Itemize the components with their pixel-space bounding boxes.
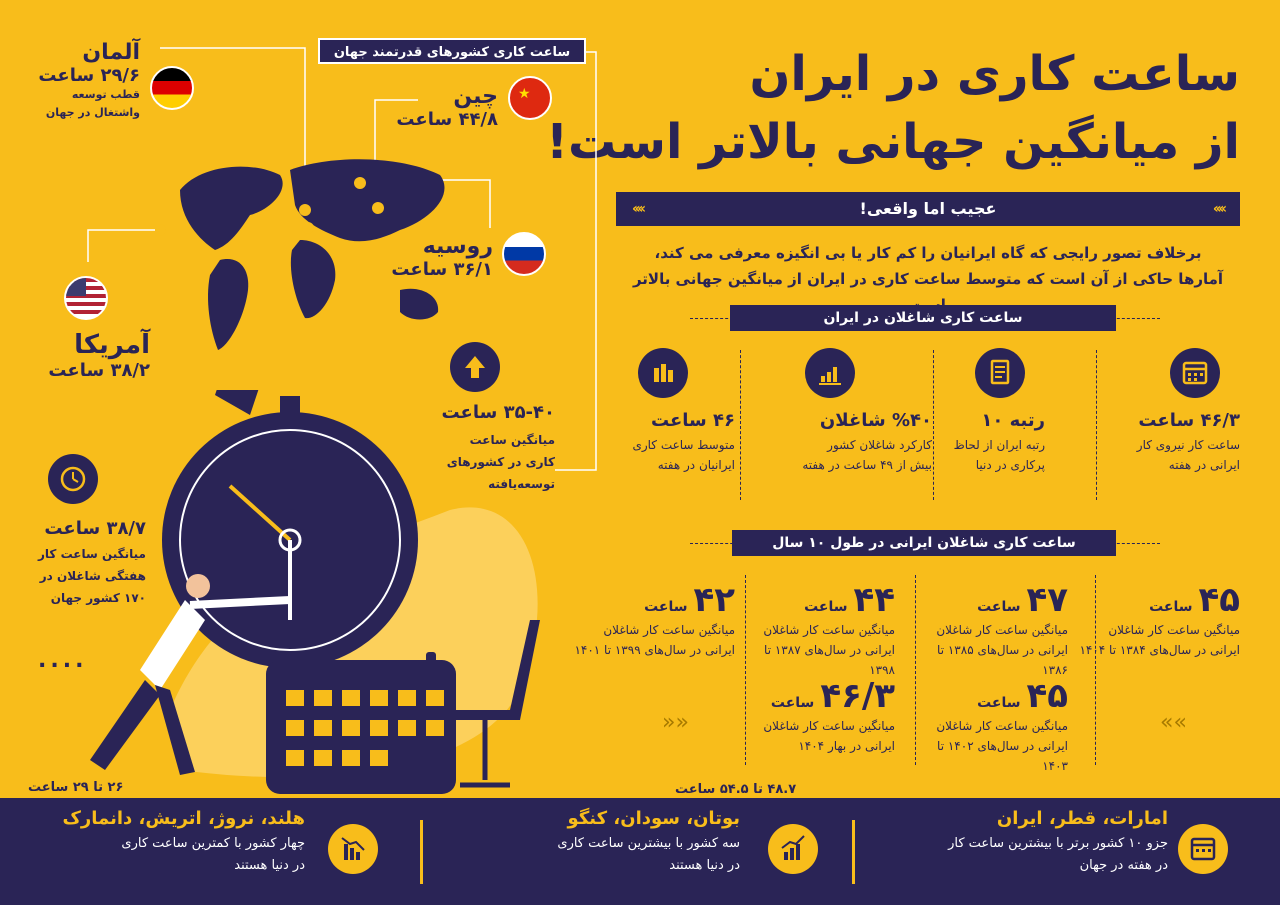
stat-average-hours: [600, 410, 735, 475]
stat-desc: ساعت کار نیروی کار ایرانی در هفته: [1136, 438, 1240, 472]
chevrons-decor-icon: »»: [662, 710, 689, 735]
stat-value: ۴۶/۳ ساعت: [1138, 410, 1240, 431]
banner-text: عجیب اما واقعی!: [859, 199, 997, 218]
decade-item-6: ۴۶/۳ساعت میانگین ساعت کار شاغلان ایرانی در بهار ۱۴۰۴: [763, 676, 895, 753]
decade-item-4: ۴۲ساعت میانگین ساعت کار شاغلان ایرانی در سال‌های ۱۳۹۹ تا ۱۴۰۱: [574, 580, 735, 657]
svg-text:★: ★: [518, 86, 531, 102]
title-line-1: ساعت کاری در ایران: [749, 46, 1240, 102]
decade-section-header: ساعت کاری شاغلان ایرانی در طول ۱۰ سال: [732, 530, 1116, 556]
china-info: چین ۴۴/۸ ساعت: [396, 84, 498, 130]
chart-up-icon: [768, 824, 818, 874]
document-icon: [975, 348, 1025, 398]
global-info: ۳۸/۷ ساعت میانگین ساعت کار هفتگی شاغلان در ۱۷۰ کشور جهان: [38, 518, 146, 605]
stat-desc: متوسط ساعت کاری ایرانیان در هفته: [632, 438, 735, 472]
illustration: [30, 390, 560, 800]
usa-info: آمریکا ۳۸/۲ ساعت: [48, 330, 150, 381]
arrow-up-icon: [450, 342, 500, 392]
footer-col-3: هلند، نروژ، اتریش، دانمارک چهار کشور با کمترین ساعت کاری در دنیا هستند: [62, 808, 305, 873]
germany-info: آلمان ۲۹/۶ ساعت قطب توسعه واشتغال در جهان: [38, 40, 140, 119]
more-dots: ....: [38, 648, 88, 673]
calendar-icon: [1178, 824, 1228, 874]
stat-weekly-hours: [1110, 410, 1240, 475]
russia-flag-icon: [502, 232, 546, 276]
chevrons-decor-icon: ««: [1160, 710, 1187, 735]
developed-info: ۳۵-۴۰ ساعت میانگین ساعت کاری در کشورهای توسعه‌یافته: [441, 402, 555, 491]
footer-col-2: بوتان، سودان، کنگو سه کشور با بیشترین ساعت کاری در دنیا هستند: [557, 808, 740, 873]
chevrons-left-icon: ››››: [632, 201, 644, 217]
stat-value: %۴۰ شاغلان: [819, 410, 932, 431]
russia-info: روسیه ۳۶/۱ ساعت: [391, 234, 493, 280]
decade-item-1: ۴۵ساعت میانگین ساعت کار شاغلان ایرانی در سال‌های ۱۳۸۴ تا ۱۴۰۴: [1079, 580, 1240, 657]
decade-item-3: ۴۴ساعت میانگین ساعت کار شاغلان ایرانی در سال‌های ۱۳۸۷ تا ۱۳۹۸: [763, 580, 895, 677]
footer-range-mid: ۴۸.۷ تا ۵۴.۵ ساعت: [675, 782, 797, 797]
page-title: [540, 40, 1240, 176]
iran-stats: [600, 340, 1250, 500]
bar-chart-icon: [805, 348, 855, 398]
title-line-2: از میانگین جهانی بالاتر است!: [546, 114, 1240, 170]
footer-col-1: امارات، قطر، ایران جزو ۱۰ کشور برتر با بیشترین ساعت کار در هفته در جهان: [948, 808, 1168, 873]
chevrons-right-icon: ››››: [1212, 201, 1224, 217]
stat-desc: کارکرد شاغلان کشور بیش از ۴۹ ساعت در هفته: [802, 438, 932, 472]
stat-percent-workers: [757, 410, 932, 475]
intro-line-2: آمارها حاکی از آن است که متوسط ساعت کاری در ایران از میانگین جهانی بالاتر: [632, 270, 1224, 288]
bar-chart-icon: [638, 348, 688, 398]
chart-down-icon: [328, 824, 378, 874]
stat-desc: رتبه ایران از لحاظ پرکاری در دنیا: [953, 438, 1045, 472]
germany-flag-icon: [150, 66, 194, 110]
intro-line-1: برخلاف تصور رایجی که گاه ایرانیان را کم کار یا بی انگیزه معرفی می کند،: [654, 244, 1202, 262]
usa-flag-icon: [64, 276, 108, 320]
footer-range-left: ۲۶ تا ۲۹ ساعت: [28, 780, 124, 795]
iran-section-header: ساعت کاری شاغلان در ایران: [730, 305, 1116, 331]
stat-value: رتبه ۱۰: [981, 410, 1045, 431]
world-label: ساعت کاری کشورهای قدرتمند جهان: [318, 38, 586, 64]
banner: [616, 192, 1240, 226]
china-flag-icon: [508, 76, 552, 120]
stat-value: ۴۶ ساعت: [650, 410, 735, 431]
decade-item-2: ۴۷ساعت میانگین ساعت کار شاغلان ایرانی در سال‌های ۱۳۸۵ تا ۱۳۸۶: [936, 580, 1068, 677]
footer: [0, 798, 1280, 905]
calendar-icon: [1170, 348, 1220, 398]
decade-item-5: ۴۵ساعت میانگین ساعت کار شاغلان ایرانی در سال‌های ۱۴۰۲ تا ۱۴۰۳: [936, 676, 1068, 773]
stat-rank: [915, 410, 1045, 475]
